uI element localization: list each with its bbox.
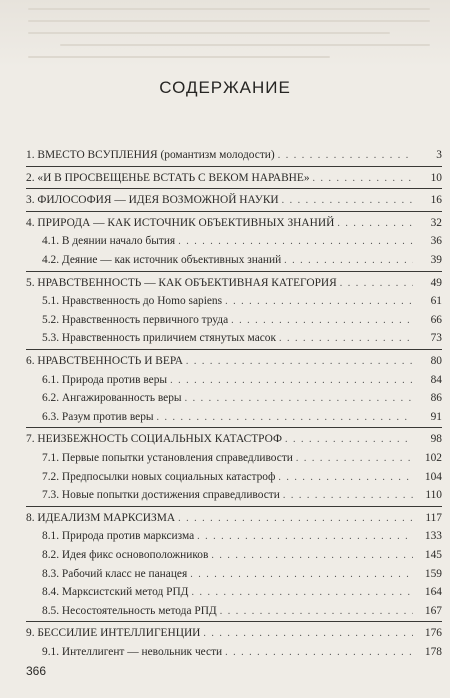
page-number: 366 [26, 664, 47, 678]
toc-entry-title: 9.1. Интеллигент — невольник чести [42, 646, 223, 658]
dot-leader [191, 584, 413, 602]
toc-entry-title: 8.5. Несостоятельность метода РПД [42, 604, 217, 617]
toc-subsection[interactable] [42, 602, 442, 620]
toc-entry-page: 84 [430, 373, 442, 386]
section-divider [26, 211, 442, 212]
section-divider [26, 506, 442, 507]
toc-subsection[interactable] [42, 449, 442, 467]
section-divider [26, 271, 442, 272]
toc-entry-page: 164 [424, 586, 442, 599]
dot-leader [282, 192, 413, 210]
toc-entry-title: 6.1. Природа против веры [42, 373, 168, 386]
toc-entry-page: 178 [424, 646, 442, 658]
dot-leader [157, 409, 413, 427]
toc-entry-title: 8.2. Идея фикс основоположников [42, 549, 209, 561]
toc-entry-page: 32 [430, 216, 442, 229]
toc-entry-title: 8. ИДЕАЛИЗМ МАРКСИЗМА [26, 511, 176, 524]
toc-section[interactable] [26, 214, 442, 232]
toc-entry-page: 91 [430, 410, 442, 423]
toc-entry-page: 159 [424, 567, 442, 580]
dot-leader [211, 547, 413, 565]
toc-entry-title: 5.3. Нравственность приличием стянутых масок [42, 332, 277, 345]
toc-entry-page: 176 [424, 627, 442, 640]
dot-leader [225, 644, 413, 662]
toc-entry-page: 102 [424, 452, 442, 464]
toc-entry-title: 5.1. Нравственность до Homo sapiens [42, 295, 223, 308]
toc-entry-page: 117 [425, 511, 442, 524]
toc-entry-page: 98 [430, 433, 442, 446]
toc-entry-page: 49 [430, 276, 442, 289]
toc-section[interactable] [26, 624, 442, 642]
toc-entry-title: 5.2. Нравственность первичного труда [42, 313, 229, 326]
toc-entry-title: 6. НРАВСТВЕННОСТЬ И ВЕРА [26, 355, 183, 367]
dot-leader [278, 147, 413, 165]
toc-entry-title: 4.1. В деянии начало бытия [42, 235, 176, 248]
toc-section[interactable] [26, 169, 442, 187]
dot-leader [225, 293, 413, 311]
dot-leader [178, 233, 413, 251]
toc-subsection[interactable] [42, 486, 442, 504]
dot-leader [190, 566, 413, 584]
toc-entry-page: 167 [424, 604, 442, 617]
toc-entry-page: 145 [424, 549, 442, 561]
dot-leader [278, 469, 413, 487]
dot-leader [296, 450, 413, 468]
dot-leader [170, 372, 413, 390]
toc-entry-title: 7. НЕИЗБЕЖНОСТЬ СОЦИАЛЬНЫХ КАТАСТРОФ [26, 433, 283, 446]
toc-entry-title: 7.1. Первые попытки установления справедливости [42, 452, 293, 464]
toc-entry-title: 2. «И В ПРОСВЕЩЕНЬЕ ВСТАТЬ С ВЕКОМ НАРАВНЕ» [26, 171, 310, 184]
toc-subsection[interactable] [42, 408, 442, 426]
toc-entry-page: 80 [430, 355, 442, 367]
toc-entry-title: 8.3. Рабочий класс не панацея [42, 567, 188, 580]
dot-leader [283, 487, 413, 505]
toc-entry-title: 5. НРАВСТВЕННОСТЬ — КАК ОБЪЕКТИВНАЯ КАТЕГОРИЯ [26, 276, 337, 289]
toc-subsection[interactable] [42, 232, 442, 250]
toc-entry-page: 73 [430, 332, 442, 345]
dot-leader [197, 528, 413, 546]
toc-section[interactable] [26, 352, 442, 370]
toc-section[interactable] [26, 274, 442, 292]
toc-subsection[interactable] [42, 527, 442, 545]
toc-subsection[interactable] [42, 546, 442, 564]
toc-subsection[interactable] [42, 329, 442, 347]
section-divider [26, 188, 442, 189]
dot-leader [337, 215, 413, 233]
dot-leader [279, 330, 413, 348]
toc-section[interactable] [26, 191, 442, 209]
toc-entry-page: 10 [430, 171, 442, 184]
toc-entry-title: 4.2. Деяние — как источник объективных знаний [42, 254, 282, 266]
toc-entry-title: 4. ПРИРОДА — КАК ИСТОЧНИК ОБЪЕКТИВНЫХ ЗНАНИЙ [26, 216, 335, 229]
toc-entry-page: 16 [430, 194, 442, 207]
toc-subsection[interactable] [42, 565, 442, 583]
dot-leader [285, 431, 413, 449]
toc-entry-page: 110 [425, 489, 442, 502]
toc-entry-title: 6.3. Разум против веры [42, 410, 154, 423]
toc-entry-title: 1. ВМЕСТО ВСУПЛЕНИЯ (романтизм молодости) [26, 149, 275, 161]
toc-entry-title: 8.1. Природа против марксизма [42, 530, 195, 543]
section-divider [26, 166, 442, 167]
toc-entry-page: 36 [430, 235, 442, 248]
toc-entry-page: 133 [424, 530, 442, 543]
section-divider [26, 427, 442, 428]
dot-leader [178, 510, 413, 528]
dot-leader [340, 275, 413, 293]
dot-leader [220, 603, 413, 621]
toc-subsection[interactable] [42, 389, 442, 407]
section-divider [26, 349, 442, 350]
toc-entry-page: 104 [424, 470, 442, 483]
toc-entry-title: 7.2. Предпосылки новых социальных катастроф [42, 470, 276, 483]
dot-leader [231, 312, 413, 330]
dot-leader [185, 390, 413, 408]
toc-entry-title: 7.3. Новые попытки достижения справедливости [42, 489, 280, 502]
toc-entry-title: 6.2. Ангажированность веры [42, 392, 182, 405]
toc-entry-page: 39 [430, 254, 442, 266]
toc-entry-page: 86 [430, 392, 442, 405]
dot-leader [203, 625, 413, 643]
toc-section[interactable] [26, 430, 442, 448]
toc-subsection[interactable] [42, 371, 442, 389]
dot-leader [313, 170, 413, 188]
toc-entry-page: 61 [430, 295, 442, 308]
section-divider [26, 621, 442, 622]
dot-leader [186, 353, 413, 371]
toc-subsection[interactable] [42, 311, 442, 329]
toc-entry-title: 9. БЕССИЛИЕ ИНТЕЛЛИГЕНЦИИ [26, 627, 201, 640]
toc-entry-title: 8.4. Марксистский метод РПД [42, 586, 189, 599]
dot-leader [284, 252, 413, 270]
toc-subsection[interactable] [42, 583, 442, 601]
toc-entry-page: 3 [436, 149, 442, 161]
toc-entry-page: 66 [430, 313, 442, 326]
toc-subsection[interactable] [42, 251, 442, 269]
toc-subsection[interactable] [42, 468, 442, 486]
page-title: СОДЕРЖАНИЕ [159, 78, 291, 97]
toc-section[interactable] [26, 146, 442, 164]
toc-subsection[interactable] [42, 292, 442, 310]
toc-entry-title: 3. ФИЛОСОФИЯ — ИДЕЯ ВОЗМОЖНОЙ НАУКИ [26, 194, 279, 207]
bleed-through-text [0, 0, 450, 68]
toc-subsection[interactable] [42, 643, 442, 661]
toc-section[interactable] [26, 509, 442, 527]
